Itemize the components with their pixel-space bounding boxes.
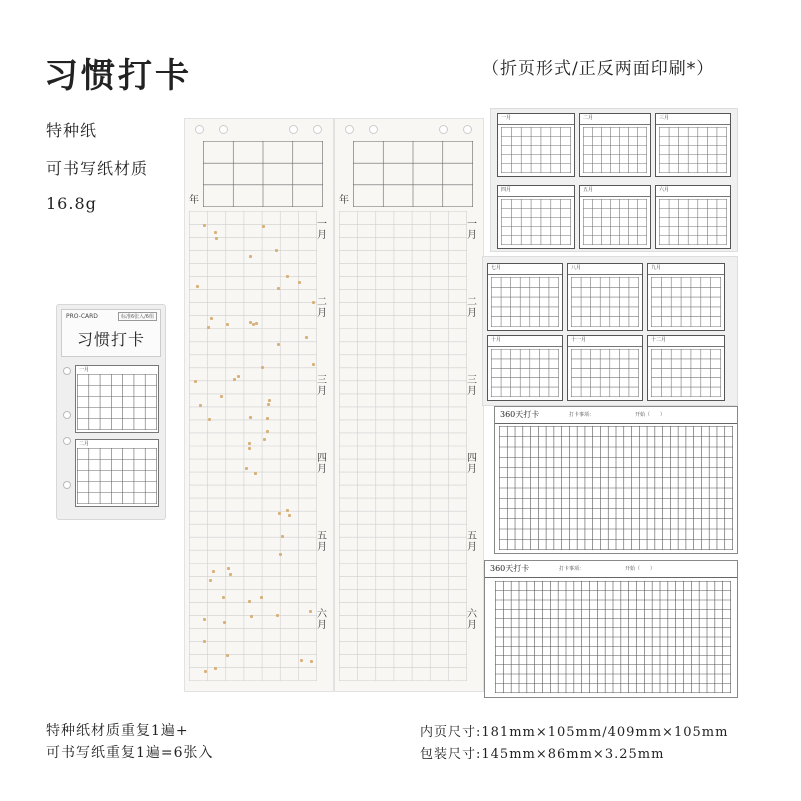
- month-card: [579, 185, 651, 249]
- month-card: [579, 113, 651, 177]
- month-card-grid: [491, 349, 559, 397]
- month-card-grid: [583, 127, 647, 173]
- month-label: 五月: [467, 531, 477, 553]
- paper-fleck: [288, 514, 291, 517]
- package-card-1: [75, 365, 159, 433]
- paper-fleck: [286, 509, 289, 512]
- paper-fleck: [222, 596, 225, 599]
- paper-fleck: [237, 375, 240, 378]
- month-card-grid: [501, 199, 571, 245]
- year-overview-grid: [353, 141, 473, 207]
- month-card-grid: [571, 349, 639, 397]
- tracker-title: 360天打卡: [500, 410, 540, 419]
- product-package: [56, 304, 166, 520]
- month-card-grid: [651, 349, 721, 397]
- package-name: 习惯打卡: [76, 330, 145, 349]
- paper-fleck: [212, 570, 215, 573]
- month-card-label: 九月: [651, 265, 662, 271]
- paper-fleck: [252, 323, 255, 326]
- ring-hole: [463, 125, 472, 134]
- paper-fleck: [227, 567, 230, 570]
- month-card-group-1: [490, 108, 738, 252]
- tracker-date: 开始（ ）: [625, 566, 656, 572]
- calendar-sheet-left: [184, 118, 334, 692]
- package-card-grid: [77, 374, 157, 430]
- package-card-2: [75, 439, 159, 507]
- paper-fleck: [229, 573, 232, 576]
- month-card-label: 一月: [501, 115, 512, 121]
- footer-left-line1: 特种纸材质重复1遍+: [46, 723, 189, 739]
- calendar-sheet-right: [334, 118, 484, 692]
- paper-fleck: [223, 621, 226, 624]
- paper-fleck: [286, 275, 289, 278]
- paper-fleck: [203, 224, 206, 227]
- tracker-date: 开始（ ）: [635, 412, 666, 418]
- monthly-grid: [339, 211, 467, 681]
- spec-paper: 特种纸: [46, 121, 98, 140]
- footer-left: [46, 720, 214, 764]
- tracker-note: 打卡事项：: [559, 566, 585, 572]
- ring-hole: [195, 125, 204, 134]
- month-card-label: 八月: [571, 265, 582, 271]
- paper-fleck: [309, 610, 312, 613]
- paper-fleck: [277, 287, 280, 290]
- page-title: 习惯打卡: [44, 56, 192, 96]
- month-card: [497, 113, 575, 177]
- month-card: [487, 263, 563, 331]
- month-card: [497, 185, 575, 249]
- month-card: [647, 263, 725, 331]
- month-card-label: 三月: [659, 115, 670, 121]
- tracker-note: 打卡事项：: [569, 412, 595, 418]
- package-header: [61, 309, 161, 357]
- paper-fleck: [203, 640, 206, 643]
- paper-fleck: [305, 336, 308, 339]
- month-card-label: 十一月: [571, 337, 587, 343]
- month-card-grid: [571, 277, 639, 327]
- ring-hole: [63, 437, 71, 445]
- month-card-grid: [659, 127, 727, 173]
- package-tag: 标准6张入/6组: [118, 312, 157, 321]
- paper-fleck: [268, 399, 271, 402]
- tracker-card-2: [484, 560, 738, 698]
- paper-fleck: [266, 417, 269, 420]
- month-card: [655, 185, 731, 249]
- paper-fleck: [199, 404, 202, 407]
- paper-fleck: [279, 553, 282, 556]
- month-card-label: 五月: [583, 187, 594, 193]
- paper-fleck: [248, 600, 251, 603]
- month-card-grid: [583, 199, 647, 245]
- month-card-label: 二月: [583, 115, 594, 121]
- paper-fleck: [209, 579, 212, 582]
- month-card-label: 十二月: [651, 337, 667, 343]
- paper-fleck: [260, 596, 263, 599]
- year-overview-grid: [203, 141, 323, 207]
- year-label: 年: [189, 195, 199, 206]
- tracker-title: 360天打卡: [490, 564, 530, 573]
- month-card-grid: [651, 277, 721, 327]
- paper-fleck: [250, 615, 253, 618]
- paper-fleck: [215, 237, 218, 240]
- month-label: 三月: [467, 375, 477, 397]
- ring-hole: [369, 125, 378, 134]
- month-label: 三月: [317, 375, 327, 397]
- paper-fleck: [203, 618, 206, 621]
- ring-hole: [63, 367, 71, 375]
- footer-right-line2: 包装尺寸:145mm×86mm×3.25mm: [420, 747, 665, 762]
- paper-fleck: [196, 285, 199, 288]
- year-label: 年: [339, 195, 349, 206]
- ring-hole: [289, 125, 298, 134]
- footer-right-line1: 内页尺寸:181mm×105mm/409mm×105mm: [420, 725, 729, 740]
- page-subtitle: （折页形式/正反两面印刷*）: [482, 59, 715, 79]
- ring-hole: [219, 125, 228, 134]
- month-card: [567, 335, 643, 401]
- month-card: [487, 335, 563, 401]
- month-label: 二月: [467, 297, 477, 319]
- month-card-label: 四月: [501, 187, 512, 193]
- tracker-grid: [499, 426, 733, 550]
- month-card: [655, 113, 731, 177]
- month-card: [647, 335, 725, 401]
- footer-left-line2: 可书写纸重复1遍=6张入: [46, 745, 214, 761]
- paper-fleck: [277, 343, 280, 346]
- paper-fleck: [267, 403, 270, 406]
- package-card-grid: [77, 448, 157, 504]
- paper-fleck: [248, 442, 251, 445]
- ring-hole: [63, 481, 71, 489]
- month-label: 一月: [317, 219, 327, 241]
- paper-fleck: [278, 512, 281, 515]
- month-card-grid: [659, 199, 727, 245]
- spec-material: 可书写纸材质: [46, 159, 149, 178]
- ring-hole: [439, 125, 448, 134]
- month-label: 四月: [317, 453, 327, 475]
- package-card-label: 二月: [79, 441, 90, 447]
- package-card-label: 一月: [79, 367, 90, 373]
- footer-right: [420, 722, 728, 766]
- package-brand: PRO-CARD: [66, 313, 98, 320]
- ring-hole: [345, 125, 354, 134]
- paper-fleck: [214, 231, 217, 234]
- month-card: [567, 263, 643, 331]
- tracker-card-1: [494, 406, 738, 554]
- tracker-grid: [495, 581, 731, 693]
- ring-hole: [313, 125, 322, 134]
- month-label: 四月: [467, 453, 477, 475]
- month-card-group-2: [482, 256, 738, 406]
- month-label: 六月: [317, 609, 327, 631]
- month-label: 五月: [317, 531, 327, 553]
- paper-fleck: [254, 472, 257, 475]
- month-card-grid: [501, 127, 571, 173]
- month-label: 六月: [467, 609, 477, 631]
- paper-fleck: [194, 380, 197, 383]
- month-card-label: 六月: [659, 187, 670, 193]
- month-card-grid: [491, 277, 559, 327]
- ring-hole: [63, 411, 71, 419]
- paper-fleck: [210, 317, 213, 320]
- paper-fleck: [204, 670, 207, 673]
- month-card-label: 七月: [491, 265, 502, 271]
- spec-weight: 16.8g: [46, 194, 97, 213]
- month-label: 二月: [317, 297, 327, 319]
- month-label: 一月: [467, 219, 477, 241]
- month-card-label: 十月: [491, 337, 502, 343]
- paper-fleck: [220, 395, 223, 398]
- paper-fleck: [226, 323, 229, 326]
- paper-fleck: [276, 614, 279, 617]
- paper-fleck: [263, 438, 266, 441]
